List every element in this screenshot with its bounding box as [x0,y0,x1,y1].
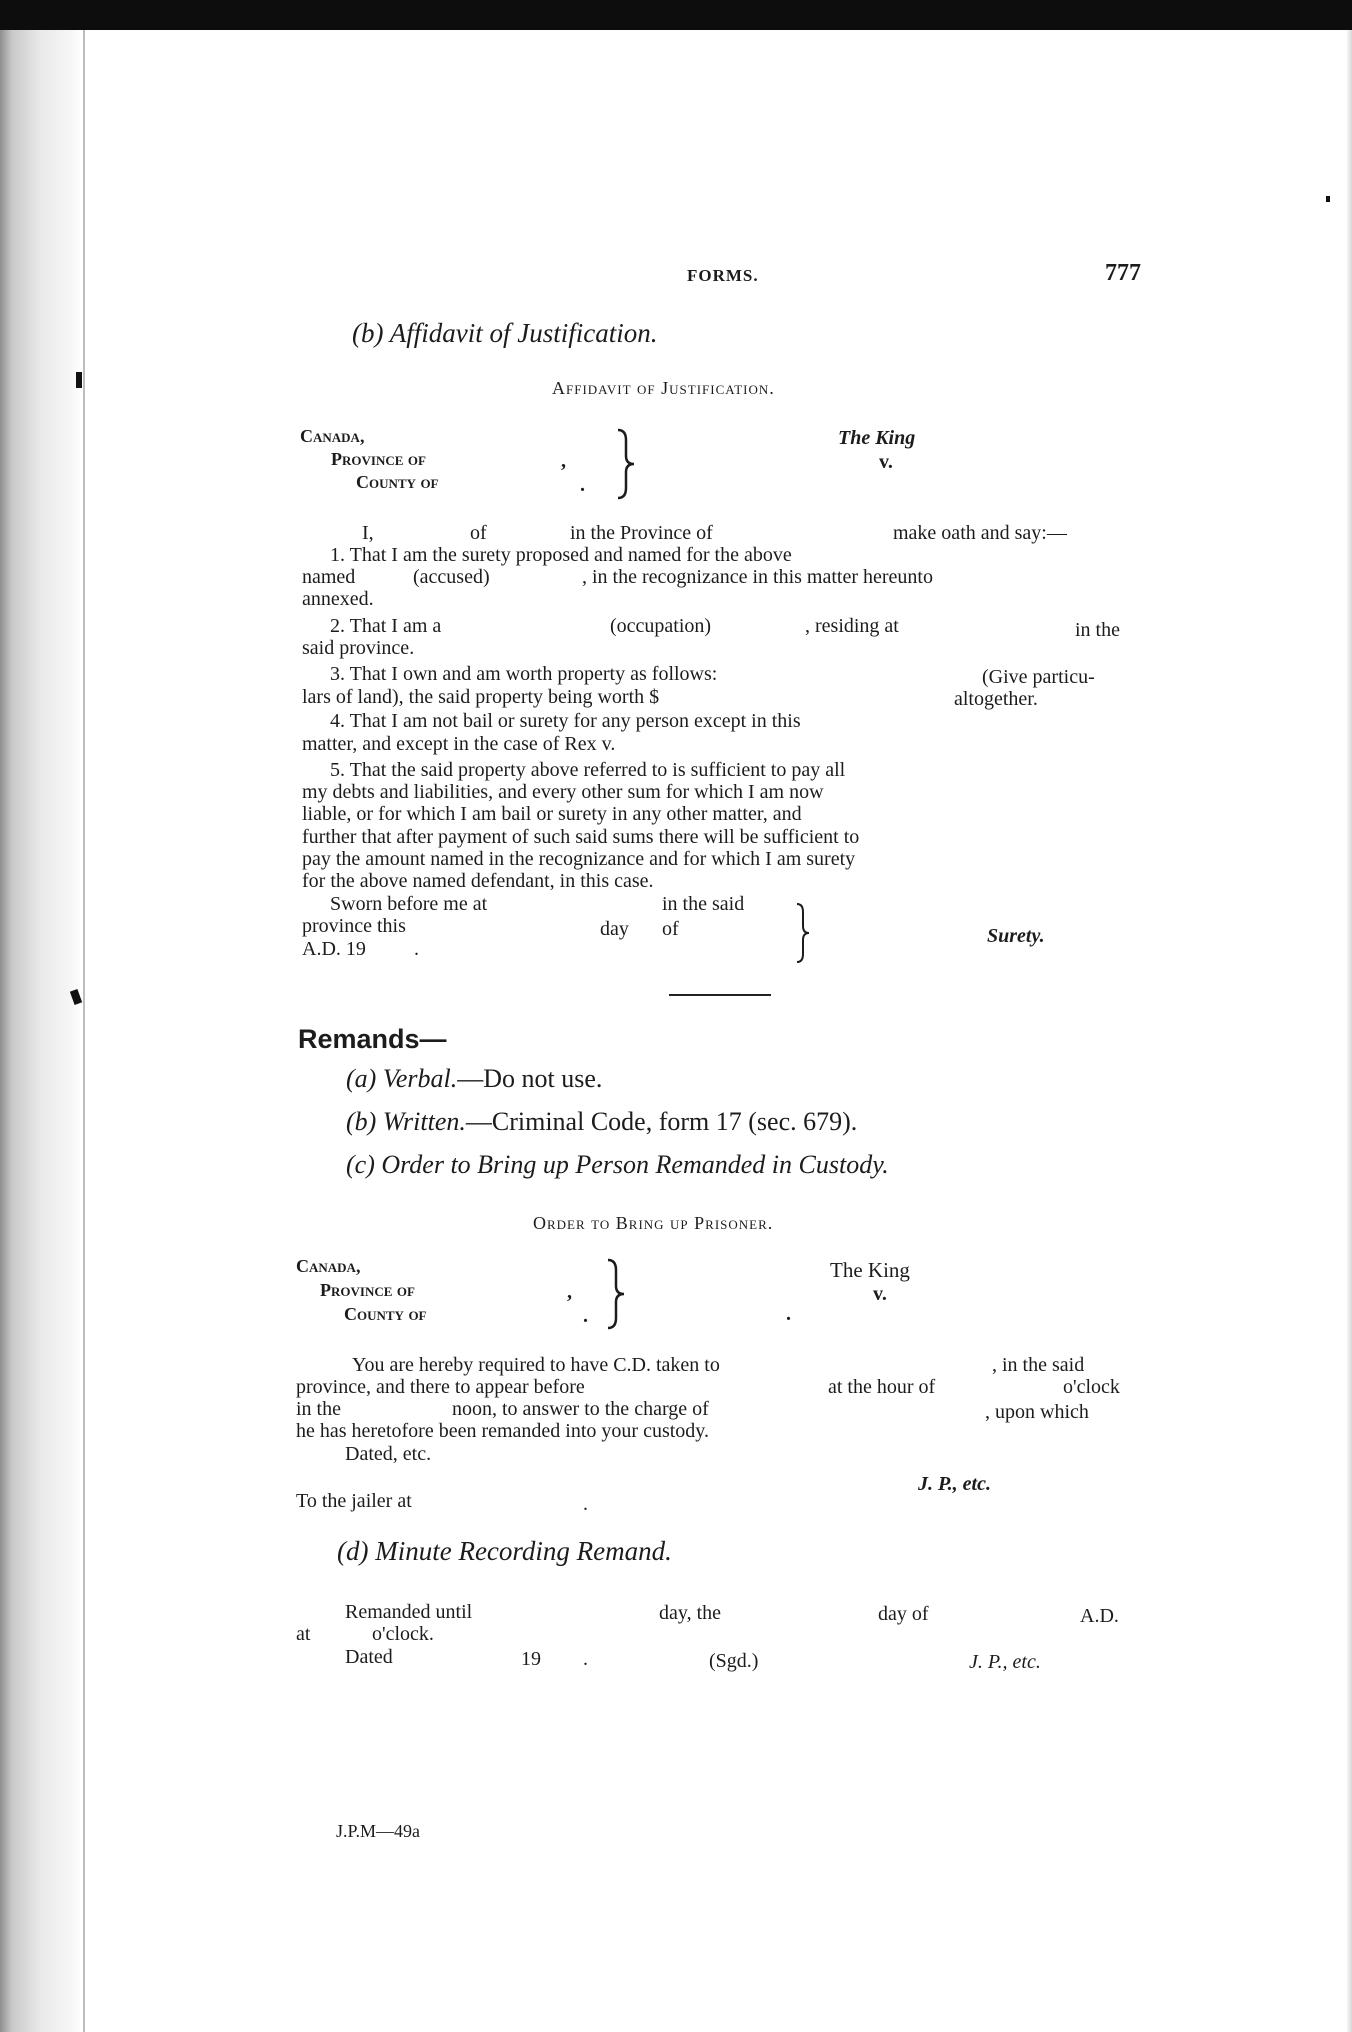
venue-province: Province of [331,449,426,469]
running-title: FORMS. [687,266,759,285]
page-number: 777 [1105,260,1141,286]
case-plaintiff: The King [838,427,916,449]
order-venue-period: . [583,1305,588,1327]
minute-text: Remanded until [345,1601,473,1623]
affidavit-text: named [302,566,356,588]
sworn-brace [794,902,812,964]
scan-dot [1326,196,1330,202]
minute-text: at [296,1623,311,1645]
order-text: , in the said [992,1354,1085,1376]
remand-rest: —Do not use. [457,1064,603,1093]
affidavit-text: (occupation) [610,615,712,637]
affidavit-text: for the above named defendant, in this case. [302,870,654,892]
minute-text: (Sgd.) [709,1650,759,1672]
order-venue-comma: , [567,1281,572,1303]
affidavit-text: , in the recognizance in this matter hereunto [582,566,933,588]
order-venue-county: County of [344,1304,427,1324]
minute-text: day, the [659,1602,722,1624]
affidavit-text: I, [362,522,374,544]
minute-text: A.D. [1080,1605,1119,1627]
affidavit-text: altogether. [954,688,1038,710]
order-text: in the [296,1398,341,1420]
affidavit-text: 1. That I am the surety proposed and named for the above [330,544,792,566]
affidavit-text: further that after payment of such said sums there will be sufficient to [302,826,860,848]
minute-text: 19 [521,1648,541,1670]
affidavit-text: make oath and say:— [893,522,1067,544]
sworn-text: . [414,938,419,960]
sworn-text: A.D. 19 [302,938,366,960]
minute-text: o'clock. [372,1623,434,1645]
page-edge-shadow [1346,30,1352,2032]
remand-rest: —Criminal Code, form 17 (sec. 679). [465,1107,858,1136]
order-text: province, and there to appear before [296,1376,585,1398]
order-venue-province: Province of [320,1280,415,1300]
order-text: Dated, etc. [345,1443,432,1465]
order-case-dot: . [786,1303,791,1325]
affidavit-text: said province. [302,637,415,659]
order-case-versus: v. [873,1283,887,1305]
sworn-text: province this [302,915,406,937]
affidavit-text: pay the amount named in the recognizance and for which I am surety [302,848,856,870]
affidavit-text: in the Province of [570,522,713,544]
sworn-text: Sworn before me at [330,893,488,915]
affidavit-text: 3. That I own and am worth property as follows: [330,663,718,685]
affidavit-text: of [470,522,487,544]
scan-mark [76,372,82,388]
sworn-text: of [662,918,679,940]
order-text: at the hour of [828,1376,936,1398]
affidavit-text: (Give particu- [982,666,1095,688]
affidavit-text: (accused) [413,566,490,588]
affidavit-text: my debts and liabilities, and every other sum for which I am now [302,781,824,803]
section-divider [669,994,771,996]
order-text: he has heretofore been remanded into your custody. [296,1420,709,1442]
order-case-plaintiff: The King [830,1258,910,1282]
affidavit-text: , residing at [805,615,899,637]
gutter-line [83,30,85,2032]
remand-letter: (c) [346,1150,375,1179]
affidavit-text: 5. That the said property above referred to is sufficient to pay all [330,759,846,781]
remand-item-a [346,1064,602,1094]
case-versus: v. [879,451,893,473]
minute-text: . [583,1648,588,1670]
affidavit-text: liable, or for which I am bail or surety in any other matter, and [302,803,802,825]
remand-letter: (a) [346,1064,377,1093]
affidavit-form-title: Affidavit of Justification. [552,378,775,398]
order-venue-canada: Canada, [296,1256,361,1276]
affidavit-text: annexed. [302,588,374,610]
sworn-text: day [600,918,629,940]
venue-comma: , [561,450,566,472]
affidavit-text: matter, and except in the case of Rex v. [302,733,616,755]
sworn-text: in the said [662,893,745,915]
remand-title: Written. [382,1107,466,1136]
book-gutter-shadow [0,30,80,2032]
remand-item-c [346,1150,889,1180]
order-text: You are hereby required to have C.D. taken to [352,1354,720,1376]
order-text: To the jailer at [296,1490,412,1512]
order-form-title: Order to Bring up Prisoner. [533,1213,774,1233]
venue-county: County of [356,472,439,492]
section-d-heading: (d) Minute Recording Remand. [337,1536,672,1566]
remand-title: Verbal. [382,1064,458,1093]
order-text: o'clock [1063,1376,1120,1398]
venue-canada: Canada, [300,426,365,446]
remands-heading: Remands— [298,1024,447,1054]
affidavit-text: 4. That I am not bail or surety for any person except in this [330,710,801,732]
minute-text: day of [878,1603,929,1625]
order-text: . [583,1493,588,1515]
minute-jp-signature: J. P., etc. [969,1651,1041,1673]
section-b-heading: (b) Affidavit of Justification. [352,318,658,348]
remand-item-b [346,1107,857,1137]
order-venue-brace [604,1258,628,1330]
surety-signature: Surety. [987,925,1045,947]
remand-letter: (b) [346,1107,377,1136]
order-text: , upon which [985,1401,1089,1423]
affidavit-text: 2. That I am a [330,615,442,637]
venue-period: . [580,474,585,496]
scan-top-border [0,0,1352,30]
affidavit-text: lars of land), the said property being worth $ [302,686,660,708]
affidavit-text: in the [1075,619,1120,641]
venue-brace [614,428,638,500]
remand-title: Order to Bring up Person Remanded in Custody. [381,1150,889,1179]
signature-mark: J.P.M—49a [336,1821,421,1841]
minute-text: Dated [345,1646,393,1668]
order-text: noon, to answer to the charge of [452,1398,709,1420]
order-jp-signature: J. P., etc. [918,1473,991,1495]
